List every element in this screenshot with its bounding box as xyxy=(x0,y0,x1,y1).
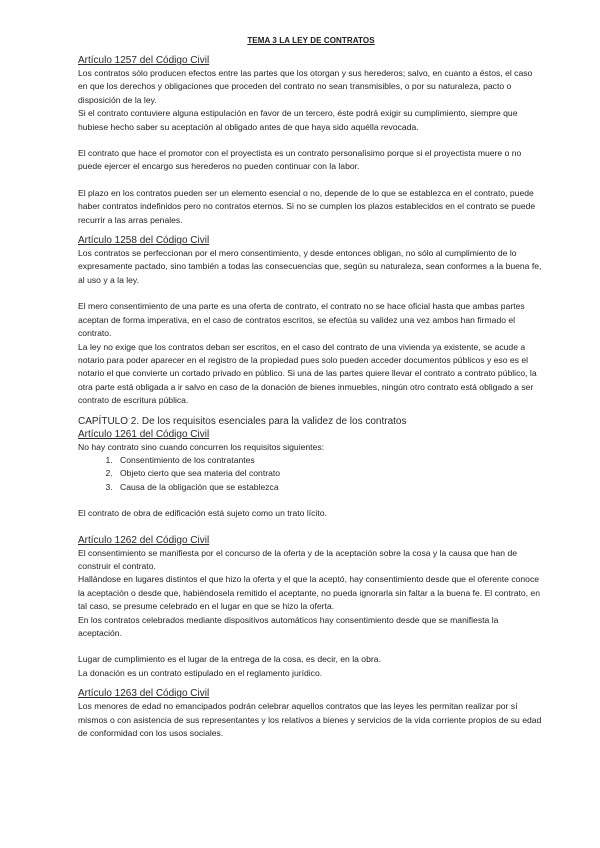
article-1263-paragraph-1: Los menores de edad no emancipados podrán celebrar aquellos contratos que las leyes les permitan realizar por sí mismos o con asistencia de sus representantes y los relativos a bienes y servicios de la vida corriente propios de su edad de conformidad con los usos sociales. xyxy=(78,701,542,739)
article-1262-paragraph-3: En los contratos celebrados mediante dispositivos automáticos hay consentimiento desde que se manifiesta la aceptación. xyxy=(78,614,499,638)
article-1262-paragraph-4: Lugar de cumplimiento es el lugar de la entrega de la cosa, es decir, en la obra. xyxy=(78,654,381,665)
article-1262-paragraph-2: Hallándose en lugares distintos el que hizo la oferta y el que la aceptó, hay consentimiento desde que el oferente conoce la aceptación o desde que, habiéndosela remitido el aceptante, no pueda ignorarla sin faltar a la buena fe. El contrato, en tal caso, se presume celebrado en el lugar en que se hizo la oferta. xyxy=(78,574,540,612)
article-1261-intro: No hay contrato sino cuando concurren los requisitos siguientes: xyxy=(78,441,325,452)
chapter-2-heading: CAPÍTULO 2. De los requisitos esenciales para la validez de los contratos xyxy=(78,415,407,427)
list-item: 2. Objeto cierto que sea materia del contrato xyxy=(115,467,544,480)
article-1261-paragraph-2: El contrato de obra de edificación está sujeto como un trato lícito. xyxy=(78,508,327,519)
article-1263-heading: Artículo 1263 del Código Civil xyxy=(78,688,210,700)
article-1262-heading: Artículo 1262 del Código Civil xyxy=(78,534,210,546)
section-article-1258 xyxy=(78,234,544,407)
article-1257-heading: Artículo 1257 del Código Civil xyxy=(78,55,210,66)
article-1257-paragraph-1: Los contratos sólo producen efectos entre las partes que los otorgan y sus herederos; salvo, en cuanto a éstos, el caso en que los derechos y obligaciones que proceden del contrato no sean transmisibles, o por su naturaleza, pacto o disposición de la ley. xyxy=(78,68,533,105)
article-1258-paragraph-3: La ley no exige que los contratos deban ser escritos, en el caso del contrato de una vivienda ya existente, se acude a notario para poder aparecer en el registro de la propiedad pues solo pueden acceder documentos públicos y eso es el notario el que convierte un cortado privado en público. Si una de las partes quiere llevar el contrato a contrato público, la otra parte está obligada a ir salvo en caso de la donación de bienes inmuebles, ningún otro contrato está obligado a ser contrato de escritura pública. xyxy=(78,341,537,406)
section-article-1257 xyxy=(78,54,544,227)
requirements-list xyxy=(78,454,544,494)
list-item: 3. Causa de la obligación que se establezca xyxy=(115,481,544,494)
article-1262-paragraph-1: El consentimiento se manifiesta por el concurso de la oferta y de la aceptación sobre la cosa y la causa que han de construir el contrato. xyxy=(78,547,518,571)
list-item: 1. Consentimiento de los contratantes xyxy=(115,454,544,467)
article-1257-paragraph-2: Si el contrato contuviere alguna estipulación en favor de un tercero, éste podrá exigir su cumplimiento, siempre que hubiese hecho saber su aceptación al obligado antes de que haya sido aquélla revocada. xyxy=(78,108,518,132)
article-1257-paragraph-4: El plazo en los contratos pueden ser un elemento esencial o no, depende de lo que se establezca en el contrato, puede haber contratos indefinidos pero no contratos eternos. Si no se cumplen los plazos establecidos en el contrato se puede recurrir a las arras penales. xyxy=(78,187,536,225)
section-article-1263 xyxy=(78,687,544,740)
article-1257-paragraph-3: El contrato que hace el promotor con el proyectista es un contrato personalísimo porque si el proyectista muere o no puede ejercer el encargo sus herederos no pueden continuar con la labor. xyxy=(78,148,522,172)
article-1262-paragraph-5: La donación es un contrato estipulado en el reglamento jurídico. xyxy=(78,667,323,678)
article-1258-heading: Artículo 1258 del Código Civil xyxy=(78,235,210,247)
document-title: TEMA 3 LA LEY DE CONTRATOS xyxy=(247,36,375,45)
article-1258-paragraph-2: El mero consentimiento de una parte es una oferta de contrato, el contrato no se hace oficial hasta que ambas partes aceptan de forma imperativa, en el caso de contratos escritos, se efectúa su validez una vez ambos han firmado el contrato. xyxy=(78,301,525,339)
section-chapter-2 xyxy=(78,415,544,521)
article-1258-paragraph-1: Los contratos se perfeccionan por el mero consentimiento, y desde entonces obligan, no sólo al cumplimiento de lo expresamente pactado, sino también a todas las consecuencias que, según su naturaleza, sean conformes a la buena fe, al uso y a la ley. xyxy=(78,248,542,285)
article-1261-heading: Artículo 1261 del Código Civil xyxy=(78,428,210,440)
section-article-1262 xyxy=(78,534,544,681)
